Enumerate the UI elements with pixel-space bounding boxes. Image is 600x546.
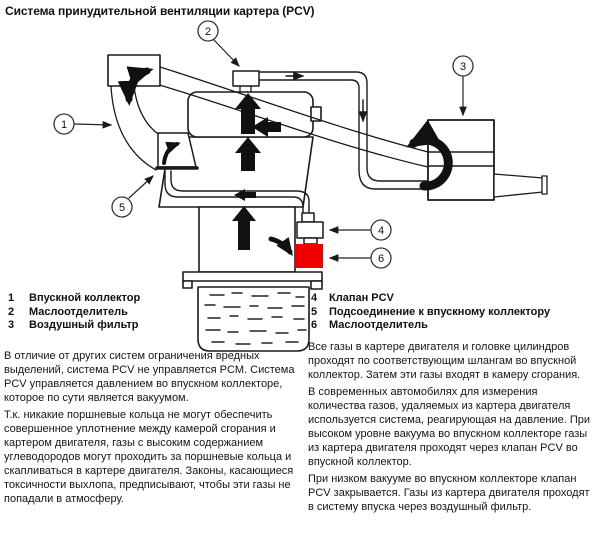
callout-4-num: 4 xyxy=(377,225,385,237)
body-column-left xyxy=(4,349,298,509)
callout-2-num: 2 xyxy=(204,26,212,38)
callout-3-num: 3 xyxy=(459,61,467,73)
pan-flange xyxy=(183,272,322,281)
callout-5 xyxy=(112,197,132,217)
hose-to-intake-left xyxy=(111,86,156,170)
legend-label: Маслоотделитель xyxy=(29,305,128,318)
oil-separator-red-box xyxy=(295,244,323,268)
air-filter-box xyxy=(428,120,494,200)
legend-item-oil-separator-2 xyxy=(311,319,550,333)
pan-flange-right-step xyxy=(311,281,322,289)
oil-separator-top xyxy=(233,71,259,92)
paragraph: В современных автомобилях для измерения количества газов, удаляемых из картера двигателя используется система, реагирующая на давление. При высоком уровне вакуума во впускном коллекторе газы из картера двигателя проходят через клапан PCV во впускной коллектор. xyxy=(308,386,591,468)
callout-5-num: 5 xyxy=(118,202,126,214)
pcv-valve-body xyxy=(297,222,323,238)
air-horn-cap xyxy=(542,176,547,194)
paragraph: При низком вакууме во впускном коллекторе клапан PCV закрывается. Газы из картера двигателя проходят в систему впуска через воздушный фильтр. xyxy=(308,473,590,513)
legend-item-pcv-valve xyxy=(311,292,550,306)
leader-1 xyxy=(75,124,111,125)
body-column-right xyxy=(308,340,598,517)
callout-6-num: 6 xyxy=(377,253,385,265)
leader-5 xyxy=(129,176,153,198)
paragraph: Т.к. никакие поршневые кольца не могут обеспечить совершенное уплотнение между камерой сгорания и картером двигателя, газы с высоким содержанием углеводородов могут проходить за поршневые кольца и скапливаться в картере двигателя. Законы, касающиеся токсичности выхлопа, предписывают, чтобы эти газы не попадали в атмосферу. xyxy=(4,409,294,505)
legend-label: Воздушный фильтр xyxy=(29,319,139,332)
legend-label: Впускной коллектор xyxy=(29,292,141,304)
pcv-valve xyxy=(297,213,323,244)
air-horn xyxy=(494,174,543,197)
leader-2 xyxy=(214,40,239,66)
callout-2 xyxy=(198,21,218,41)
callout-1 xyxy=(54,114,74,134)
legend-item-air-filter xyxy=(8,319,140,333)
legend-label: Маслоотделитель xyxy=(329,319,428,332)
legend-left xyxy=(8,292,140,333)
legend-item-intake-connection xyxy=(311,306,550,320)
callout-4 xyxy=(371,220,391,240)
hose-to-intake-right xyxy=(134,86,170,140)
paragraph: В отличие от других систем ограничения вредных выделений, система PCV не управляется PCM. Система PCV управляется давлением во впускном коллекторе, которое по сути является вакуумом. xyxy=(4,350,295,404)
legend-num: 4 xyxy=(311,292,318,304)
legend-item-intake-manifold xyxy=(8,292,140,306)
page-title: Система принудительной вентиляции картера (PCV) xyxy=(5,4,315,18)
legend-num: 6 xyxy=(311,319,318,332)
callout-6 xyxy=(371,248,391,268)
legend-num: 1 xyxy=(8,292,15,304)
legend-item-oil-separator xyxy=(8,306,140,320)
pcv-valve-cap xyxy=(302,213,314,222)
callout-1-num: 1 xyxy=(60,119,68,131)
pcv-valve-neck xyxy=(304,238,317,244)
callout-3 xyxy=(453,56,473,76)
legend-num: 2 xyxy=(8,305,15,318)
legend-label: Подсоединение к впускному коллектору xyxy=(329,305,551,318)
paragraph: Все газы в картере двигателя и головке цилиндров проходят по соответствующим шлангам во впускной коллектор. Затем эти газы входят в камеру сгорания. xyxy=(308,341,581,381)
legend-num: 3 xyxy=(8,319,15,332)
legend-num: 5 xyxy=(311,305,318,318)
legend-right xyxy=(311,292,550,333)
legend-label: Клапан PCV xyxy=(329,292,394,304)
pan-flange-left-step xyxy=(183,281,192,288)
